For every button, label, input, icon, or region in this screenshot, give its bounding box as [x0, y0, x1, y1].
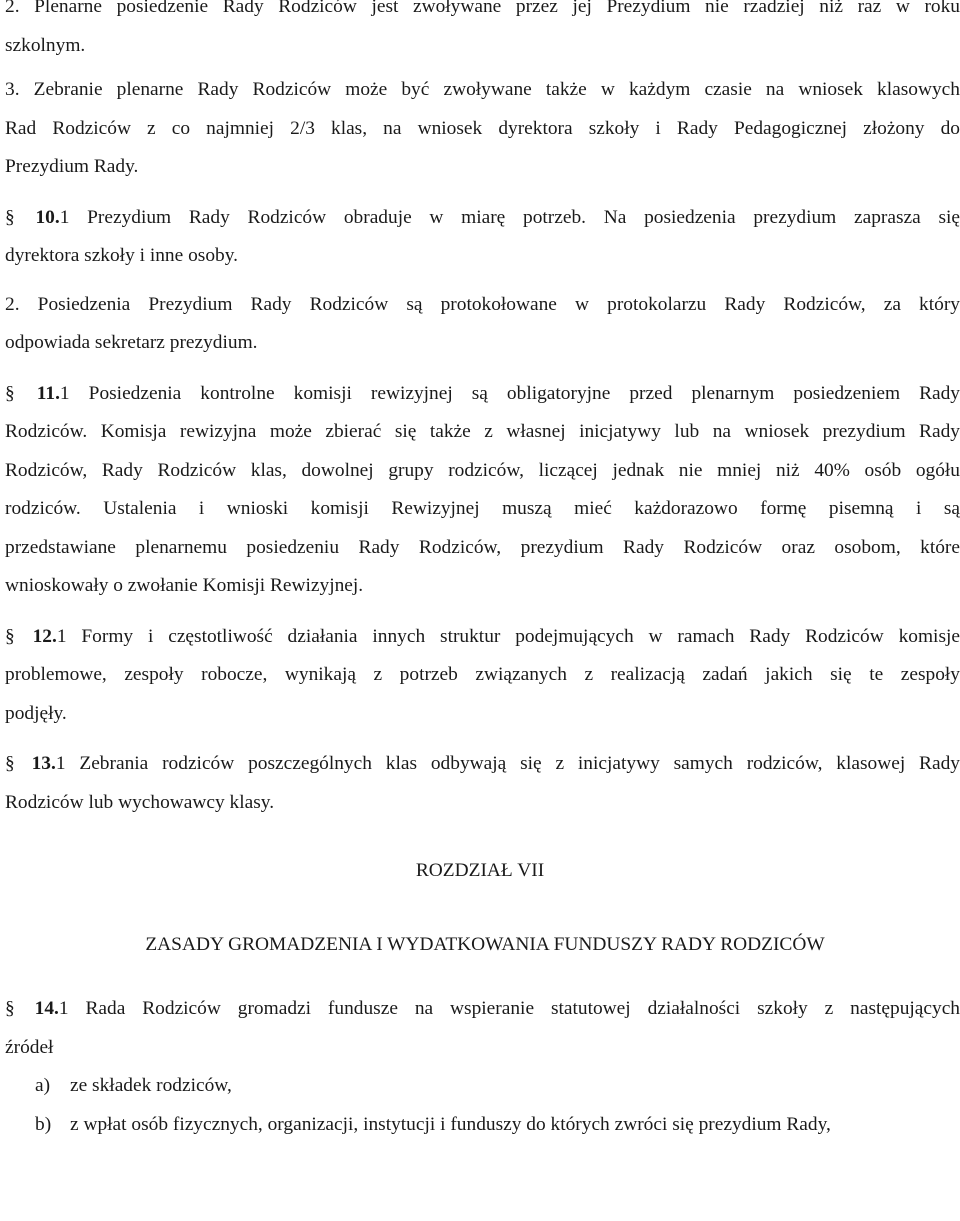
text-line: 1 Formy i częstotliwość działania innych struktur podejmujących w ramach Rady Rodziców komisje — [56, 625, 960, 647]
text-line: 1 Zebrania rodziców poszczególnych klas odbywają się z inicjatywy samych rodziców, klasowej Rady — [55, 753, 960, 774]
text-line: szkolnym. — [5, 34, 86, 56]
text-line: Rad Rodziców z co najmniej 2/3 klas, na wniosek dyrektora szkoły i Rady Pedagogicznej złożony do — [5, 117, 960, 139]
section-sign: § — [5, 206, 15, 228]
section-13 — [0, 745, 960, 822]
text-line: Rodziców, Rady Rodziców klas, dowolnej grupy rodziców, liczącej jednak nie mniej niż 40% osób ogółu — [5, 459, 960, 481]
paragraph-3 — [0, 71, 960, 187]
section-14 — [0, 990, 960, 1067]
section-sign: § — [5, 753, 15, 774]
section-11-first-line — [0, 375, 960, 414]
section-10 — [0, 199, 960, 276]
text-line: 2. Plenarne posiedzenie Rady Rodziców jest zwoływane przez jej Prezydium nie rzadziej niż raz w roku — [5, 0, 960, 17]
section-number: 14. — [34, 998, 59, 1019]
paragraph-2 — [0, 0, 960, 65]
text-line: podjęły. — [5, 702, 67, 724]
section-sign: § — [5, 625, 15, 647]
list-letter: a) — [35, 1075, 51, 1096]
text-line: 1 Rada Rodziców gromadzi fundusze na wspieranie statutowej działalności szkoły z następujących — [58, 998, 960, 1019]
list-letter: b) — [35, 1113, 52, 1135]
list-text: ze składek rodziców, — [70, 1075, 232, 1096]
text-line: 1 Prezydium Rady Rodziców obraduje w miarę potrzeb. Na posiedzenia prezydium zaprasza się — [59, 206, 960, 228]
section-12-first-line — [0, 618, 960, 657]
chapter-heading: ROZDZIAŁ VII — [415, 860, 545, 881]
text-line: odpowiada sekretarz prezydium. — [5, 332, 258, 353]
text-line: dyrektora szkoły i inne osoby. — [5, 245, 238, 266]
list-item — [0, 1106, 960, 1145]
text-line: Rodziców lub wychowawcy klasy. — [5, 791, 275, 813]
text-line: 1 Posiedzenia kontrolne komisji rewizyjnej są obligatoryjne przed plenarnym posiedzeniem Rady — [59, 382, 960, 404]
section-number: 10. — [35, 206, 60, 228]
text-line: 2. Posiedzenia Prezydium Rady Rodziców są protokołowane w protokolarzu Rady Rodziców, za który — [5, 293, 960, 315]
text-line: 3. Zebranie plenarne Rady Rodziców może być zwoływane także w każdym czasie na wniosek klasowych — [5, 79, 960, 100]
text-line: Prezydium Rady. — [5, 156, 139, 177]
paragraph-10-2 — [0, 286, 960, 363]
text-line: przedstawiane plenarnemu posiedzeniu Rady Rodziców, prezydium Rady Rodziców oraz osobom, które — [5, 536, 960, 558]
list-text: z wpłat osób fizycznych, organizacji, instytucji i funduszy do których zwróci się prezydium Rady, — [70, 1113, 831, 1135]
section-10-first-line — [0, 199, 960, 238]
text-line: źródeł — [5, 1036, 54, 1058]
list-item — [0, 1067, 960, 1106]
text-line: wnioskowały o zwołanie Komisji Rewizyjnej. — [5, 575, 364, 596]
text-line: rodziców. Ustalenia i wnioski komisji Rewizyjnej muszą mieć każdorazowo formę pisemną i są — [5, 498, 960, 519]
chapter-title: ZASADY GROMADZENIA I WYDATKOWANIA FUNDUSZY RADY RODZICÓW — [145, 933, 825, 955]
section-11 — [0, 375, 960, 606]
section-12 — [0, 618, 960, 734]
section-sign: § — [5, 998, 15, 1019]
text-line: problemowe, zespoły robocze, wynikają z potrzeb związanych z realizacją zadań jakich się te zespoły — [5, 664, 960, 685]
section-13-first-line — [0, 745, 960, 784]
section-number: 11. — [36, 382, 60, 404]
section-sign: § — [5, 382, 15, 404]
section-number: 13. — [31, 753, 56, 774]
funding-source-list — [0, 1067, 960, 1144]
text-line: Rodziców. Komisja rewizyjna może zbierać się także z własnej inicjatywy lub na wniosek prezydium Rady — [5, 421, 960, 442]
section-14-first-line — [0, 990, 960, 1029]
section-number: 12. — [32, 625, 57, 647]
